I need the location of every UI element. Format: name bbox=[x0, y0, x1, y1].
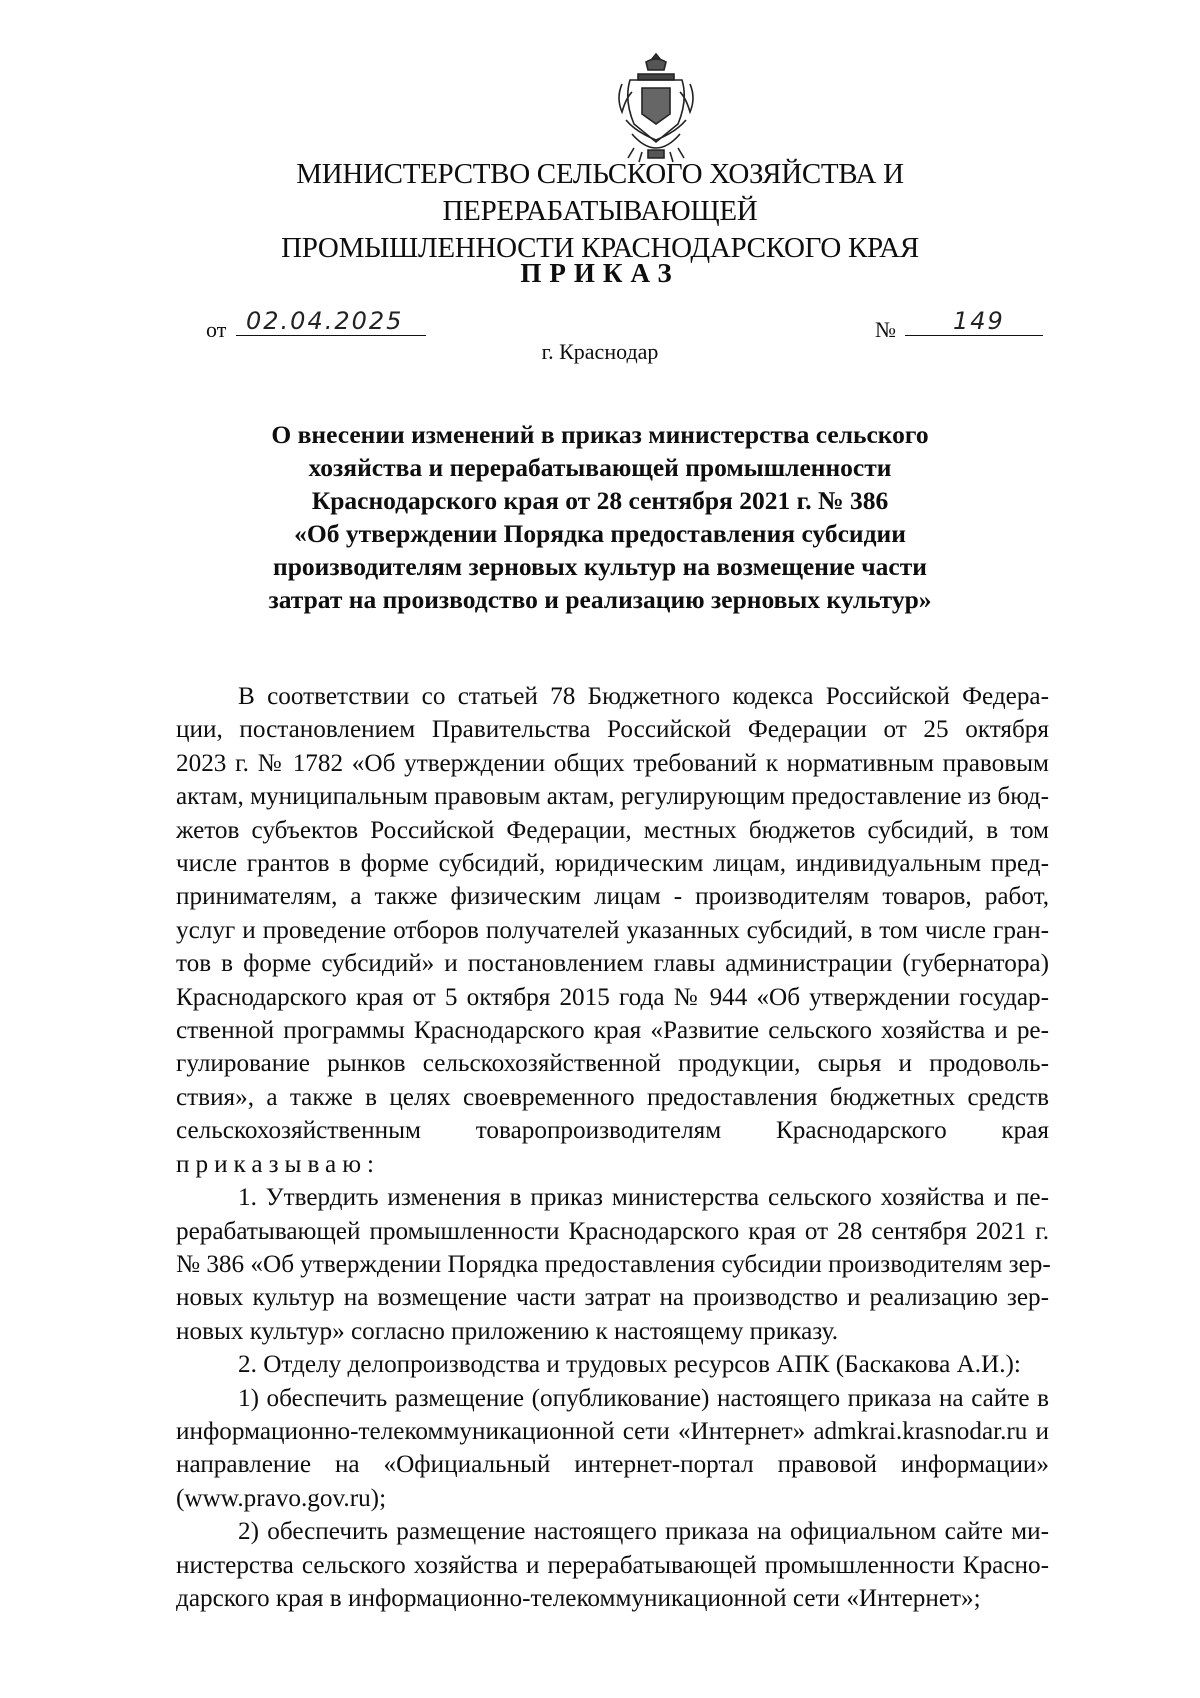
body-line: тов в форме субсидий» и постановлением главы администрации (губернатора) bbox=[176, 950, 1049, 978]
body-line: В соответствии со статьей 78 Бюджетного кодекса Российской Федера- bbox=[238, 683, 1049, 710]
body-line: принимателям, а также физическим лицам - производителям товаров, работ, bbox=[176, 883, 1049, 911]
number-value: 149 bbox=[905, 306, 1043, 336]
body-line: (www.pravo.gov.ru); bbox=[176, 1484, 387, 1512]
body-line: приказываю: bbox=[176, 1150, 381, 1178]
coat-of-arms-emblem bbox=[612, 50, 700, 166]
body-line: новых культур на возмещение части затрат на производство и реализацию зер- bbox=[176, 1284, 1049, 1312]
body-line: актам, муниципальным правовым актам, регулирующим предоставление из бюд- bbox=[176, 783, 1049, 811]
body-line: 2023 г. № 1782 «Об утверждении общих требований к нормативным правовым bbox=[176, 749, 1049, 777]
body-line: новых культур» согласно приложению к настоящему приказу. bbox=[176, 1317, 839, 1345]
body-line: Краснодарского края от 5 октября 2015 года № 944 «Об утверждении государ- bbox=[176, 983, 1049, 1011]
body-line: 2. Отделу делопроизводства и трудовых ресурсов АПК (Баскакова А.И.): bbox=[238, 1351, 1021, 1379]
title-line: производителям зерновых культур на возмещение части bbox=[273, 552, 927, 581]
body-line: 1) обеспечить размещение (опубликование) настоящего приказа на сайте в bbox=[238, 1384, 1049, 1412]
body-line: числе грантов в форме субсидий, юридическим лицам, индивидуальным пред- bbox=[176, 850, 1049, 878]
body-line: № 386 «Об утверждении Порядка предоставления субсидии производителям зер- bbox=[176, 1250, 1051, 1278]
body-line: 2) обеспечить размещение настоящего приказа на официальном сайте ми- bbox=[238, 1518, 1049, 1546]
body-line: 1. Утвердить изменения в приказ министерства сельского хозяйства и пе- bbox=[238, 1184, 1049, 1212]
number-label: № bbox=[875, 317, 896, 342]
document-body bbox=[176, 680, 1049, 1615]
body-line: нистерства сельского хозяйства и перерабатывающей промышленности Красно- bbox=[176, 1551, 1049, 1579]
body-line: направление на «Официальный интернет-портал правовой информации» bbox=[176, 1451, 1049, 1479]
body-line: сельскохозяйственным товаропроизводителям Краснодарского края bbox=[176, 1117, 1049, 1145]
body-line: ственной программы Краснодарского края «Развитие сельского хозяйства и ре- bbox=[176, 1017, 1049, 1045]
body-line: ции, постановлением Правительства Российской Федерации от 25 октября bbox=[176, 716, 1049, 744]
title-line: «Об утверждении Порядка предоставления субсидии bbox=[294, 519, 906, 548]
ministry-name-line2: ПРОМЫШЛЕННОСТИ КРАСНОДАРСКОГО КРАЯ bbox=[281, 232, 919, 264]
ministry-name bbox=[150, 156, 1050, 267]
body-line: рерабатывающей промышленности Краснодарского края от 28 сентября 2021 г. bbox=[176, 1217, 1049, 1245]
body-line: дарского края в информационно-телекоммуникационной сети «Интернет»; bbox=[176, 1584, 981, 1612]
title-line: О внесении изменений в приказ министерства сельского bbox=[271, 420, 929, 449]
body-line: ствия», а также в целях своевременного предоставления бюджетных средств bbox=[176, 1083, 1049, 1111]
city-name: г. Краснодар bbox=[541, 339, 659, 364]
body-line: гулирование рынков сельскохозяйственной продукции, сырья и продоволь- bbox=[176, 1050, 1049, 1078]
document-type: ПРИКАЗ bbox=[520, 258, 680, 288]
title-line: Краснодарского края от 28 сентября 2021 г. № 386 bbox=[311, 486, 889, 515]
date-label: от bbox=[206, 317, 227, 342]
body-line: информационно-телекоммуникационной сети «Интернет» admkrai.krasnodar.ru и bbox=[176, 1417, 1049, 1445]
body-line: жетов субъектов Российской Федерации, местных бюджетов субсидий, в том bbox=[176, 816, 1049, 844]
title-line: затрат на производство и реализацию зерновых культур» bbox=[268, 585, 932, 614]
document-title bbox=[175, 418, 1025, 616]
body-line: услуг и проведение отборов получателей указанных субсидий, в том числе гран- bbox=[176, 916, 1049, 944]
ministry-name-line1: МИНИСТЕРСТВО СЕЛЬСКОГО ХОЗЯЙСТВА И ПЕРЕРАБАТЫВАЮЩЕЙ bbox=[296, 158, 904, 227]
date-value: 02.04.2025 bbox=[236, 306, 426, 336]
title-line: хозяйства и перерабатывающей промышленности bbox=[308, 453, 892, 482]
